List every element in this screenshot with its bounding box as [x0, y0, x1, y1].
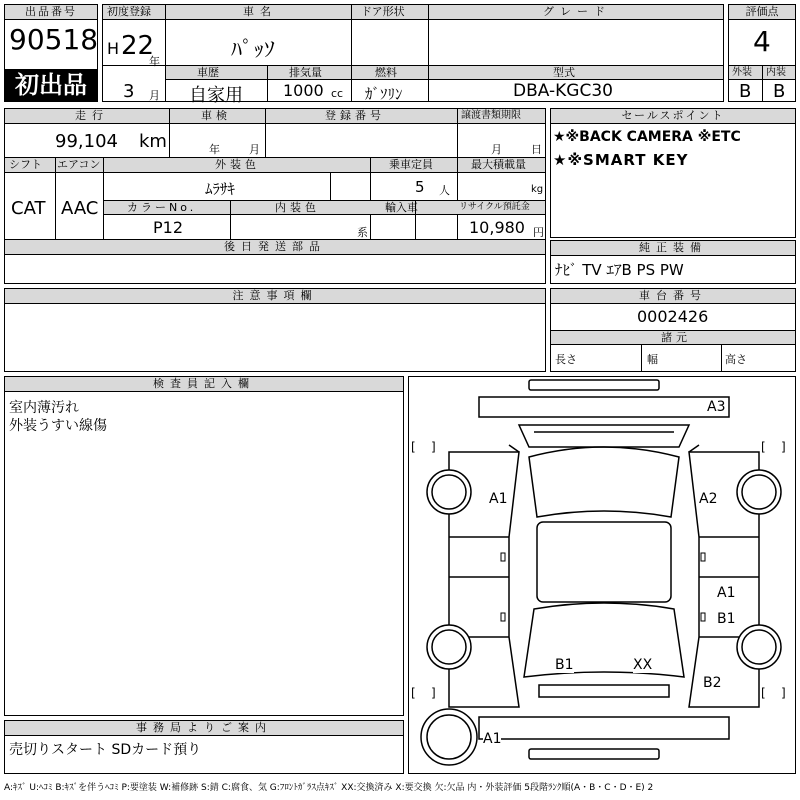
- svg-text:[: [: [411, 440, 416, 454]
- displacement-label: 排気量: [289, 66, 322, 79]
- inspection-label: 車検: [201, 109, 231, 122]
- int-score: B: [773, 81, 786, 102]
- sales-points-label: セールスポイント: [551, 109, 795, 124]
- office-label: 事務局よりご案内: [5, 721, 403, 736]
- mark-xx: XX: [633, 657, 653, 673]
- damage-diagram-box: [408, 376, 796, 774]
- model-value: DBA-KGC30: [513, 81, 613, 101]
- first-reg-label: 初度登録: [107, 5, 151, 18]
- mark-a1-left: A1: [489, 491, 508, 507]
- svg-text:[: [: [761, 686, 766, 700]
- mark-a1-right: A1: [717, 585, 736, 601]
- exterior-color-label: 外装色: [215, 158, 260, 171]
- equipment-value: ﾅﾋﾞ TV ｴｱB PS PW: [555, 261, 684, 279]
- interior-color-unit: 系: [357, 226, 368, 239]
- month-unit: 月: [149, 89, 160, 102]
- inspector-label: 検査員記入欄: [5, 377, 403, 392]
- aircon-value: AAC: [61, 198, 99, 219]
- mark-b2: B2: [703, 675, 722, 691]
- inspector-box: [4, 376, 404, 716]
- first-listing-badge: 初出品: [5, 69, 97, 101]
- max-load-unit: kg: [531, 184, 544, 195]
- svg-text:]: ]: [431, 440, 436, 454]
- mileage-value: 99,104: [55, 131, 118, 152]
- legend: A:ｷｽﾞ U:ﾍｺﾐ B:ｷｽﾞを伴うﾍｺﾐ P:要塗装 W:補修跡 S:錆 C:腐食、気 G:ﾌﾛﾝﾄｶﾞﾗｽ点ｷｽﾞ XX:交換済み X:要交換 欠:欠品 内・外装評価 5段階ﾗﾝｸ順(A・B・C・D・E) 2: [4, 783, 654, 793]
- displacement-value: 1000: [283, 81, 324, 100]
- max-load-label: 最大積載量: [471, 158, 526, 171]
- later-parts-label: 後日発送部品: [5, 240, 545, 255]
- transfer-label: 譲渡書類期限: [461, 110, 521, 121]
- car-diagram: [409, 377, 795, 773]
- capacity-unit: 人: [439, 184, 450, 197]
- color-no-value: P12: [153, 218, 184, 237]
- sales-point-2: ★※SMART KEY: [553, 151, 689, 169]
- color-no-label: カラーNo.: [127, 201, 197, 214]
- chassis-label: 車台番号: [551, 289, 795, 304]
- inspection-month-unit: 月: [249, 143, 260, 156]
- ext-label: 外装: [732, 67, 752, 78]
- grade-label: グレード: [543, 5, 611, 18]
- displacement-unit: cc: [331, 87, 344, 100]
- svg-text:[: [: [411, 686, 416, 700]
- car-name: ﾊﾟｯｿ: [231, 38, 276, 63]
- svg-text:[: [: [761, 440, 766, 454]
- lot-box: [4, 4, 98, 102]
- capacity-label: 乗車定員: [389, 158, 433, 171]
- year-unit: 年: [149, 55, 160, 68]
- equipment-box: [550, 240, 796, 284]
- score-label: 評価点: [729, 5, 795, 20]
- office-value: 売切りスタート SDカード預り: [9, 742, 202, 758]
- door-label: ドア形状: [361, 5, 405, 18]
- svg-text:]: ]: [431, 686, 436, 700]
- history-label: 車歴: [197, 66, 219, 79]
- svg-text:]: ]: [781, 686, 786, 700]
- ext-score: B: [739, 81, 752, 102]
- score-box: [728, 4, 796, 102]
- reg-month: 3: [123, 81, 135, 102]
- later-parts-box: [4, 240, 546, 284]
- spec-height: 高さ: [725, 353, 747, 366]
- spec-width: 幅: [647, 353, 658, 366]
- mark-b1-bottom: B1: [555, 657, 574, 673]
- chassis-box: [550, 288, 796, 372]
- mark-b1-right: B1: [717, 611, 736, 627]
- lot-number: 90518: [9, 23, 99, 56]
- lot-label: 出品番号: [5, 5, 97, 20]
- inspector-note-2: 外装うすい線傷: [9, 418, 107, 434]
- shift-value: CAT: [11, 198, 46, 219]
- spec-box: [4, 158, 546, 240]
- recycle-label: リサイクル預託金: [459, 202, 530, 212]
- fuel-label: 燃料: [375, 66, 397, 79]
- recycle-value: 10,980: [469, 218, 525, 237]
- notes-box: [4, 288, 546, 372]
- aircon-label: エアコン: [57, 158, 101, 171]
- mark-a1-bottom: A1: [483, 731, 502, 747]
- vehicle-header-box: [102, 4, 724, 106]
- office-box: [4, 720, 404, 774]
- sales-point-1: ★※BACK CAMERA ※ETC: [553, 129, 741, 145]
- mileage-box: [4, 108, 546, 158]
- capacity-value: 5: [415, 178, 425, 196]
- mark-a2: A2: [699, 491, 718, 507]
- import-label: 輸入車: [385, 201, 418, 214]
- mileage-label: 走行: [75, 109, 109, 122]
- mark-a3: A3: [707, 399, 726, 415]
- reg-year: 22: [121, 31, 155, 61]
- reg-number-label: 登録番号: [325, 109, 385, 122]
- shift-label: シフト: [9, 158, 42, 171]
- equipment-label: 純正装備: [551, 241, 795, 256]
- inspection-year-unit: 年: [209, 143, 220, 156]
- era: H: [107, 39, 120, 58]
- inspector-note-1: 室内薄汚れ: [9, 400, 79, 416]
- car-name-label: 車名: [243, 5, 277, 18]
- score-value: 4: [753, 25, 771, 58]
- spec-length: 長さ: [555, 353, 577, 366]
- history-value: 自家用: [189, 85, 243, 106]
- sales-points-box: [550, 108, 796, 238]
- int-label: 内装: [766, 67, 786, 78]
- notes-label: 注意事項欄: [5, 289, 545, 304]
- fuel-value: ｶﾞｿﾘﾝ: [365, 85, 403, 103]
- model-label: 型式: [553, 66, 575, 79]
- transfer-month-unit: 月: [491, 143, 502, 156]
- interior-color-label: 内装色: [275, 201, 320, 214]
- svg-text:]: ]: [781, 440, 786, 454]
- specs-label: 諸元: [661, 331, 691, 344]
- mileage-unit: km: [139, 131, 167, 152]
- exterior-color-value: ﾑﾗｻｷ: [205, 180, 236, 198]
- transfer-day-unit: 日: [531, 143, 542, 156]
- chassis-value: 0002426: [637, 307, 709, 326]
- recycle-unit: 円: [533, 226, 544, 239]
